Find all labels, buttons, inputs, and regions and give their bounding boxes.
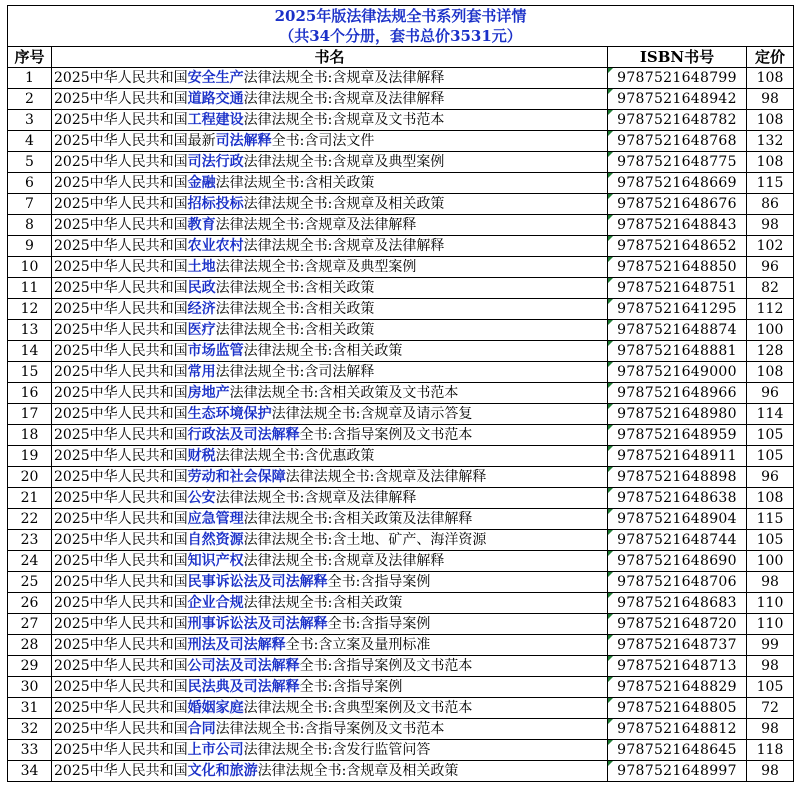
cell-seq[interactable]: 19 [8, 446, 52, 467]
table-row [8, 131, 794, 152]
cell-price[interactable]: 115 [747, 173, 794, 194]
cell-price[interactable]: 108 [747, 110, 794, 131]
cell-book-name[interactable] [52, 467, 608, 488]
cell-book-name[interactable] [52, 110, 608, 131]
book-name-keyword: 上市公司 [187, 741, 244, 758]
cell-book-name[interactable] [52, 89, 608, 110]
book-name-prefix: 2025中华人民共和国 [54, 195, 188, 212]
book-name-prefix: 2025中华人民共和国 [54, 699, 188, 716]
book-name-keyword: 刑法及司法解释 [187, 636, 286, 653]
cell-price[interactable]: 115 [747, 509, 794, 530]
cell-seq[interactable]: 32 [8, 719, 52, 740]
book-name-prefix: 2025中华人民共和国 [54, 552, 188, 569]
cell-price[interactable]: 102 [747, 236, 794, 257]
cell-book-name[interactable] [52, 530, 608, 551]
cell-book-name[interactable] [52, 761, 608, 782]
book-name-prefix: 2025中华人民共和国 [54, 678, 188, 695]
cell-book-name[interactable] [52, 614, 608, 635]
table-row [8, 761, 794, 782]
book-name-keyword: 司法解释 [215, 132, 272, 149]
table-row [8, 257, 794, 278]
cell-book-name[interactable] [52, 740, 608, 761]
table-row [8, 299, 794, 320]
book-name-suffix: 法律法规全书:含相关政策 [215, 279, 375, 296]
cell-seq[interactable]: 28 [8, 635, 52, 656]
book-name-keyword: 招标投标 [187, 195, 244, 212]
book-name-suffix: 法律法规全书:含相关政策及法律解释 [243, 510, 473, 527]
book-name-suffix: 法律法规全书:含规章及请示答复 [271, 405, 473, 422]
cell-price[interactable]: 108 [747, 488, 794, 509]
book-name-prefix: 2025中华人民共和国 [54, 279, 188, 296]
cell-seq[interactable]: 10 [8, 257, 52, 278]
book-name-prefix: 2025中华人民共和国 [54, 237, 188, 254]
cell-isbn[interactable]: 9787521648744 [608, 530, 747, 551]
cell-isbn[interactable]: 9787521648812 [608, 719, 747, 740]
subtitle-row [8, 26, 794, 47]
book-name-prefix: 2025中华人民共和国 [54, 657, 188, 674]
cell-price[interactable]: 100 [747, 320, 794, 341]
book-name-prefix: 2025中华人民共和国 [54, 69, 188, 86]
cell-price[interactable]: 99 [747, 635, 794, 656]
cell-isbn[interactable]: 9787521648997 [608, 761, 747, 782]
cell-price[interactable]: 108 [747, 152, 794, 173]
cell-seq[interactable]: 22 [8, 509, 52, 530]
book-name-keyword: 公司法及司法解释 [187, 657, 300, 674]
cell-isbn[interactable]: 9787521648676 [608, 194, 747, 215]
cell-book-name[interactable] [52, 362, 608, 383]
cell-price[interactable]: 110 [747, 593, 794, 614]
header-isbn[interactable]: ISBN书号 [608, 47, 747, 68]
cell-price[interactable]: 98 [747, 656, 794, 677]
book-name-keyword: 工程建设 [187, 111, 244, 128]
cell-seq[interactable]: 21 [8, 488, 52, 509]
cell-price[interactable]: 132 [747, 131, 794, 152]
book-name-suffix: 法律法规全书:含规章及相关政策 [243, 195, 445, 212]
book-name-suffix: 法律法规全书:含相关政策及文书范本 [229, 384, 459, 401]
cell-isbn[interactable]: 9787521648959 [608, 425, 747, 446]
table-row [8, 425, 794, 446]
table-row [8, 173, 794, 194]
cell-seq[interactable]: 33 [8, 740, 52, 761]
cell-isbn[interactable]: 9787521648911 [608, 446, 747, 467]
header-name[interactable]: 书名 [52, 47, 608, 68]
book-name-prefix: 2025中华人民共和国 [54, 636, 188, 653]
cell-isbn[interactable]: 9787521648737 [608, 635, 747, 656]
book-name-suffix: 法律法规全书:含规章及法律解释 [215, 489, 417, 506]
cell-seq[interactable]: 1 [8, 68, 52, 89]
book-name-keyword: 生态环境保护 [187, 405, 272, 422]
cell-isbn[interactable]: 9787521648980 [608, 404, 747, 425]
cell-price[interactable]: 82 [747, 278, 794, 299]
book-name-keyword: 民法典及司法解释 [187, 678, 300, 695]
book-name-keyword: 行政法及司法解释 [187, 426, 300, 443]
spreadsheet [7, 5, 794, 782]
cell-book-name[interactable] [52, 341, 608, 362]
book-name-prefix: 2025中华人民共和国 [54, 531, 188, 548]
cell-isbn[interactable]: 9787521648874 [608, 320, 747, 341]
book-name-suffix: 法律法规全书:含规章及法律解释 [243, 552, 445, 569]
table-row [8, 614, 794, 635]
book-name-keyword: 劳动和社会保障 [187, 468, 286, 485]
cell-isbn[interactable]: 9787521648690 [608, 551, 747, 572]
title-row [8, 6, 794, 27]
cell-price[interactable]: 96 [747, 467, 794, 488]
book-name-prefix: 2025中华人民共和国 [54, 615, 188, 632]
cell-seq[interactable]: 17 [8, 404, 52, 425]
cell-seq[interactable]: 15 [8, 362, 52, 383]
cell-seq[interactable]: 7 [8, 194, 52, 215]
book-name-prefix: 2025中华人民共和国 [54, 426, 188, 443]
cell-book-name[interactable] [52, 320, 608, 341]
book-name-prefix: 2025中华人民共和国 [54, 573, 188, 590]
book-name-keyword: 知识产权 [187, 552, 244, 569]
table-row [8, 362, 794, 383]
cell-book-name[interactable] [52, 551, 608, 572]
cell-price[interactable]: 105 [747, 425, 794, 446]
book-name-prefix: 2025中华人民共和国 [54, 90, 188, 107]
book-name-suffix: 全书:含指导案例 [327, 573, 431, 590]
book-name-suffix: 全书:含指导案例及文书范本 [299, 426, 473, 443]
table-row [8, 236, 794, 257]
table-row [8, 110, 794, 131]
cell-price[interactable]: 110 [747, 614, 794, 635]
book-name-suffix: 法律法规全书:含相关政策 [215, 321, 375, 338]
book-name-suffix: 法律法规全书:含规章及典型案例 [243, 153, 445, 170]
table-row [8, 572, 794, 593]
book-name-prefix: 2025中华人民共和国 [54, 153, 188, 170]
table-row [8, 635, 794, 656]
cell-isbn[interactable]: 9787521648881 [608, 341, 747, 362]
cell-price[interactable]: 105 [747, 677, 794, 698]
book-name-suffix: 法律法规全书:含相关政策 [215, 174, 375, 191]
table-row [8, 215, 794, 236]
book-name-keyword: 婚姻家庭 [187, 699, 244, 716]
table-row [8, 446, 794, 467]
cell-price[interactable]: 98 [747, 572, 794, 593]
cell-isbn[interactable]: 9787521649000 [608, 362, 747, 383]
book-name-keyword: 房地产 [187, 384, 230, 401]
cell-isbn[interactable]: 9787521648843 [608, 215, 747, 236]
cell-seq[interactable]: 16 [8, 383, 52, 404]
book-name-prefix: 2025中华人民共和国 [54, 405, 188, 422]
cell-isbn[interactable]: 9787521648782 [608, 110, 747, 131]
book-name-keyword: 教育 [187, 216, 216, 233]
cell-seq[interactable]: 11 [8, 278, 52, 299]
book-name-keyword: 经济 [187, 300, 216, 317]
table-row [8, 551, 794, 572]
cell-isbn[interactable]: 9787521648904 [608, 509, 747, 530]
book-name-suffix: 法律法规全书:含规章及文书范本 [243, 111, 445, 128]
cell-isbn[interactable]: 9787521648706 [608, 572, 747, 593]
book-name-prefix: 2025中华人民共和国 [54, 762, 188, 779]
table-row [8, 152, 794, 173]
book-name-suffix: 法律法规全书:含规章及相关政策 [257, 762, 459, 779]
book-name-suffix: 法律法规全书:含相关政策 [215, 300, 375, 317]
book-name-suffix: 法律法规全书:含规章及法律解释 [243, 237, 445, 254]
book-name-keyword: 农业农村 [187, 237, 244, 254]
cell-book-name[interactable] [52, 215, 608, 236]
book-name-suffix: 法律法规全书:含土地、矿产、海洋资源 [243, 531, 487, 548]
cell-isbn[interactable]: 9787521648645 [608, 740, 747, 761]
cell-isbn[interactable]: 9787521648775 [608, 152, 747, 173]
table-row [8, 530, 794, 551]
book-name-prefix: 2025中华人民共和国 [54, 342, 188, 359]
book-name-prefix: 2025中华人民共和国 [54, 174, 188, 191]
cell-isbn[interactable]: 9787521648652 [608, 236, 747, 257]
cell-isbn[interactable]: 9787521648829 [608, 677, 747, 698]
cell-seq[interactable]: 23 [8, 530, 52, 551]
table-row [8, 677, 794, 698]
cell-seq[interactable]: 3 [8, 110, 52, 131]
cell-price[interactable]: 72 [747, 698, 794, 719]
cell-isbn[interactable]: 9787521648669 [608, 173, 747, 194]
book-name-keyword: 自然资源 [187, 531, 244, 548]
table-row [8, 698, 794, 719]
table-row [8, 740, 794, 761]
cell-isbn[interactable]: 9787521648751 [608, 278, 747, 299]
cell-book-name[interactable] [52, 173, 608, 194]
cell-price[interactable]: 98 [747, 761, 794, 782]
cell-isbn[interactable]: 9787521648942 [608, 89, 747, 110]
book-name-prefix: 2025中华人民共和国 [54, 594, 188, 611]
book-name-keyword: 民事诉讼法及司法解释 [187, 573, 328, 590]
cell-price[interactable]: 112 [747, 299, 794, 320]
cell-price[interactable]: 105 [747, 446, 794, 467]
header-price[interactable]: 定价 [747, 47, 794, 68]
book-name-prefix: 2025中华人民共和国 [54, 447, 188, 464]
table-row [8, 89, 794, 110]
book-name-prefix: 2025中华人民共和国 [54, 321, 188, 338]
cell-book-name[interactable] [52, 488, 608, 509]
book-name-prefix: 2025中华人民共和国 [54, 384, 188, 401]
table-row [8, 194, 794, 215]
cell-seq[interactable]: 6 [8, 173, 52, 194]
cell-price[interactable]: 98 [747, 89, 794, 110]
cell-price[interactable]: 128 [747, 341, 794, 362]
cell-isbn[interactable]: 9787521648683 [608, 593, 747, 614]
header-seq[interactable]: 序号 [8, 47, 52, 68]
book-name-prefix: 2025中华人民共和国 [54, 741, 188, 758]
cell-book-name[interactable] [52, 635, 608, 656]
cell-seq[interactable]: 4 [8, 131, 52, 152]
cell-isbn[interactable]: 9787521648805 [608, 698, 747, 719]
table-row [8, 593, 794, 614]
cell-book-name[interactable] [52, 593, 608, 614]
book-name-prefix: 2025中华人民共和国最新 [54, 132, 216, 149]
book-name-keyword: 民政 [187, 279, 216, 296]
table-row [8, 278, 794, 299]
cell-isbn[interactable]: 9787521648638 [608, 488, 747, 509]
cell-price[interactable]: 100 [747, 551, 794, 572]
cell-book-name[interactable] [52, 656, 608, 677]
table-row [8, 467, 794, 488]
cell-book-name[interactable] [52, 509, 608, 530]
book-name-suffix: 全书:含指导案例 [327, 615, 431, 632]
cell-seq[interactable]: 9 [8, 236, 52, 257]
cell-book-name[interactable] [52, 404, 608, 425]
cell-seq[interactable]: 20 [8, 467, 52, 488]
book-name-keyword: 文化和旅游 [187, 762, 258, 779]
cell-seq[interactable]: 14 [8, 341, 52, 362]
cell-price[interactable]: 86 [747, 194, 794, 215]
book-name-keyword: 常用 [187, 363, 216, 380]
cell-price[interactable]: 105 [747, 530, 794, 551]
table-row [8, 341, 794, 362]
table-row [8, 404, 794, 425]
cell-seq[interactable]: 29 [8, 656, 52, 677]
cell-isbn[interactable]: 9787521648720 [608, 614, 747, 635]
book-name-prefix: 2025中华人民共和国 [54, 258, 188, 275]
cell-book-name[interactable] [52, 194, 608, 215]
cell-book-name[interactable] [52, 68, 608, 89]
table-row [8, 656, 794, 677]
cell-isbn[interactable]: 9787521648768 [608, 131, 747, 152]
cell-seq[interactable]: 5 [8, 152, 52, 173]
book-name-suffix: 法律法规全书:含规章及法律解释 [243, 69, 445, 86]
cell-price[interactable]: 96 [747, 257, 794, 278]
cell-isbn[interactable]: 9787521648850 [608, 257, 747, 278]
book-name-prefix: 2025中华人民共和国 [54, 468, 188, 485]
book-name-keyword: 土地 [187, 258, 216, 275]
cell-book-name[interactable] [52, 131, 608, 152]
table-title[interactable]: 2025年版法律法规全书系列套书详情 [8, 6, 794, 27]
book-name-suffix: 法律法规全书:含相关政策 [243, 594, 403, 611]
cell-price[interactable]: 108 [747, 362, 794, 383]
book-name-suffix: 全书:含立案及量刑标准 [285, 636, 431, 653]
cell-isbn[interactable]: 9787521648898 [608, 467, 747, 488]
book-name-keyword: 刑事诉讼法及司法解释 [187, 615, 328, 632]
book-name-prefix: 2025中华人民共和国 [54, 216, 188, 233]
book-name-keyword: 司法行政 [187, 153, 244, 170]
book-name-keyword: 合同 [187, 720, 216, 737]
cell-isbn[interactable]: 9787521648799 [608, 68, 747, 89]
table-row [8, 719, 794, 740]
book-name-suffix: 法律法规全书:含典型案例及文书范本 [243, 699, 473, 716]
cell-price[interactable]: 114 [747, 404, 794, 425]
book-name-keyword: 金融 [187, 174, 216, 191]
book-name-suffix: 法律法规全书:含指导案例及文书范本 [215, 720, 445, 737]
table-row [8, 509, 794, 530]
cell-isbn[interactable]: 9787521641295 [608, 299, 747, 320]
book-name-suffix: 法律法规全书:含发行监管问答 [243, 741, 431, 758]
cell-book-name[interactable] [52, 257, 608, 278]
book-name-keyword: 道路交通 [187, 90, 244, 107]
cell-seq[interactable]: 30 [8, 677, 52, 698]
book-name-prefix: 2025中华人民共和国 [54, 111, 188, 128]
cell-book-name[interactable] [52, 299, 608, 320]
book-name-suffix: 法律法规全书:含规章及法律解释 [215, 216, 417, 233]
cell-book-name[interactable] [52, 572, 608, 593]
cell-seq[interactable]: 34 [8, 761, 52, 782]
cell-book-name[interactable] [52, 383, 608, 404]
book-name-prefix: 2025中华人民共和国 [54, 363, 188, 380]
book-name-suffix: 法律法规全书:含规章及法律解释 [243, 90, 445, 107]
book-name-keyword: 公安 [187, 489, 216, 506]
book-name-prefix: 2025中华人民共和国 [54, 720, 188, 737]
cell-seq[interactable]: 13 [8, 320, 52, 341]
book-set-table [7, 5, 794, 782]
cell-book-name[interactable] [52, 278, 608, 299]
table-subtitle[interactable]: （共34个分册，套书总价3531元） [8, 26, 794, 47]
cell-price[interactable]: 98 [747, 719, 794, 740]
book-name-suffix: 法律法规全书:含优惠政策 [215, 447, 375, 464]
cell-price[interactable]: 108 [747, 68, 794, 89]
cell-isbn[interactable]: 9787521648966 [608, 383, 747, 404]
book-name-suffix: 法律法规全书:含相关政策 [243, 342, 403, 359]
cell-price[interactable]: 98 [747, 215, 794, 236]
table-row [8, 68, 794, 89]
book-name-keyword: 企业合规 [187, 594, 244, 611]
cell-isbn[interactable]: 9787521648713 [608, 656, 747, 677]
cell-seq[interactable]: 31 [8, 698, 52, 719]
cell-seq[interactable]: 24 [8, 551, 52, 572]
cell-book-name[interactable] [52, 677, 608, 698]
cell-seq[interactable]: 26 [8, 593, 52, 614]
cell-seq[interactable]: 12 [8, 299, 52, 320]
book-name-suffix: 法律法规全书:含规章及典型案例 [215, 258, 417, 275]
book-name-keyword: 市场监管 [187, 342, 244, 359]
book-name-suffix: 全书:含司法文件 [271, 132, 375, 149]
cell-book-name[interactable] [52, 425, 608, 446]
cell-seq[interactable]: 2 [8, 89, 52, 110]
cell-seq[interactable]: 18 [8, 425, 52, 446]
cell-seq[interactable]: 27 [8, 614, 52, 635]
book-name-keyword: 安全生产 [187, 69, 244, 86]
book-name-suffix: 全书:含指导案例及文书范本 [299, 657, 473, 674]
book-name-keyword: 医疗 [187, 321, 216, 338]
book-name-suffix: 法律法规全书:含规章及法律解释 [285, 468, 487, 485]
book-name-prefix: 2025中华人民共和国 [54, 300, 188, 317]
cell-price[interactable]: 96 [747, 383, 794, 404]
cell-book-name[interactable] [52, 236, 608, 257]
table-row [8, 383, 794, 404]
book-name-suffix: 法律法规全书:含司法解释 [215, 363, 375, 380]
header-row [8, 47, 794, 68]
cell-book-name[interactable] [52, 719, 608, 740]
cell-seq[interactable]: 25 [8, 572, 52, 593]
book-name-prefix: 2025中华人民共和国 [54, 510, 188, 527]
cell-price[interactable]: 118 [747, 740, 794, 761]
book-name-keyword: 应急管理 [187, 510, 244, 527]
cell-book-name[interactable] [52, 152, 608, 173]
table-row [8, 320, 794, 341]
cell-seq[interactable]: 8 [8, 215, 52, 236]
cell-book-name[interactable] [52, 698, 608, 719]
book-name-prefix: 2025中华人民共和国 [54, 489, 188, 506]
cell-book-name[interactable] [52, 446, 608, 467]
book-name-keyword: 财税 [187, 447, 216, 464]
book-name-suffix: 全书:含指导案例 [299, 678, 403, 695]
table-row [8, 488, 794, 509]
